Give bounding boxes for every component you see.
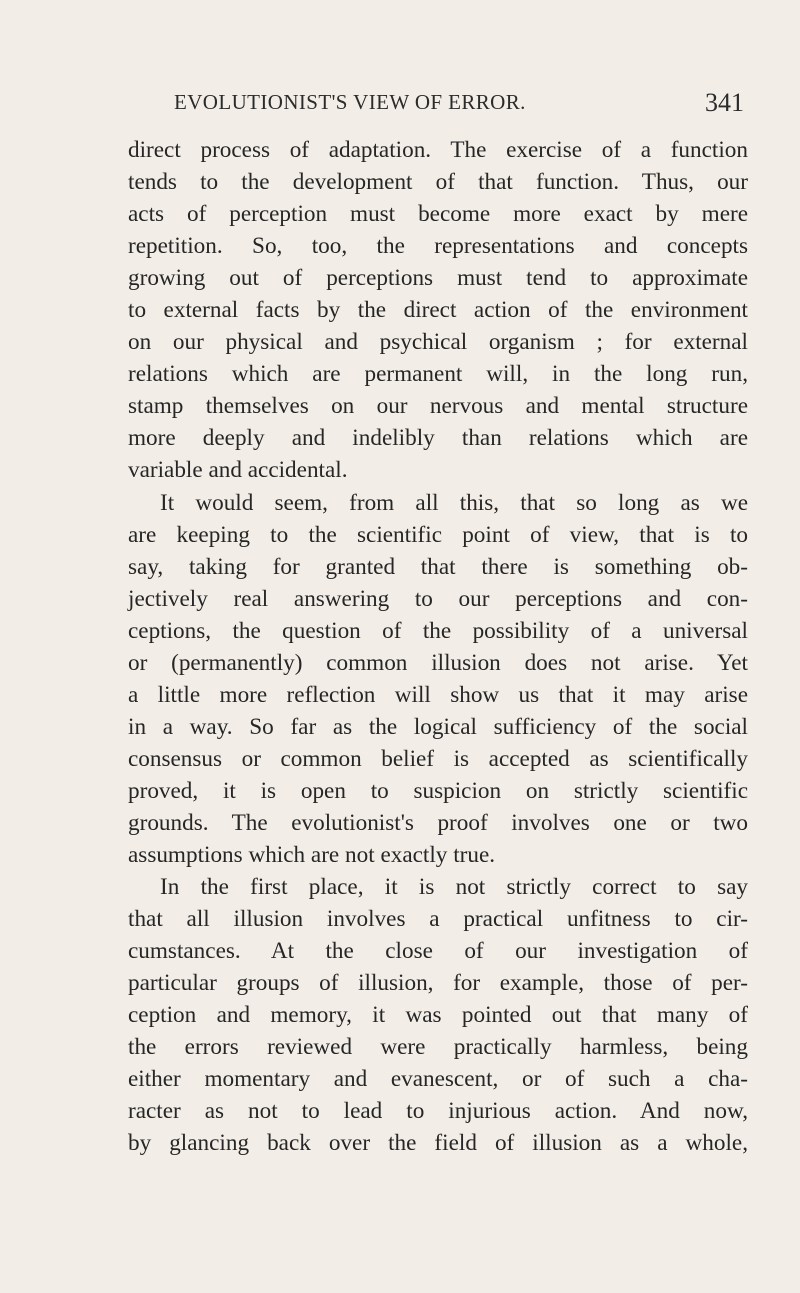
text-line: variable and accidental. bbox=[128, 457, 348, 484]
text-line: consensus or common belief is accepted as scientifically bbox=[128, 745, 748, 772]
text-line: proved, it is open to suspicion on strictly scientific bbox=[128, 777, 748, 804]
text-line: jectively real answering to our perceptions and con- bbox=[128, 585, 748, 612]
text-line: It would seem, from all this, that so long as we bbox=[160, 489, 748, 516]
text-line: In the first place, it is not strictly correct to say bbox=[160, 874, 748, 901]
text-line: growing out of perceptions must tend to approximate bbox=[128, 265, 748, 292]
text-line: relations which are permanent will, in the long run, bbox=[128, 361, 748, 388]
text-line: or (permanently) common illusion does not arise. Yet bbox=[128, 649, 748, 676]
text-line: in a way. So far as the logical sufficiency of the social bbox=[128, 713, 748, 740]
text-line: assumptions which are not exactly true. bbox=[128, 842, 496, 869]
text-line: more deeply and indelibly than relations which are bbox=[128, 425, 748, 452]
text-line: ception and memory, it was pointed out that many of bbox=[128, 1002, 748, 1029]
text-line: a little more reflection will show us that it may arise bbox=[128, 681, 748, 708]
text-line: repetition. So, too, the representations and concepts bbox=[128, 233, 748, 260]
text-line: stamp themselves on our nervous and mental structure bbox=[128, 393, 748, 420]
page-number: 341 bbox=[705, 88, 744, 117]
text-line: grounds. The evolutionist's proof involves one or two bbox=[128, 809, 748, 836]
text-line: that all illusion involves a practical unfitness to cir- bbox=[128, 906, 748, 933]
body-text bbox=[128, 134, 748, 1160]
text-line: say, taking for granted that there is something ob- bbox=[128, 553, 748, 580]
text-line: acts of perception must become more exact by mere bbox=[128, 201, 748, 228]
text-line: particular groups of illusion, for example, those of per- bbox=[128, 970, 748, 997]
text-line: the errors reviewed were practically harmless, being bbox=[128, 1034, 748, 1061]
text-line: either momentary and evanescent, or of such a cha- bbox=[128, 1066, 748, 1093]
text-line: direct process of adaptation. The exercise of a function bbox=[128, 137, 748, 163]
text-line: tends to the development of that function. Thus, our bbox=[128, 169, 748, 196]
text-line: by glancing back over the field of illusion as a whole, bbox=[128, 1130, 748, 1157]
running-head bbox=[174, 90, 744, 120]
text-line: cumstances. At the close of our investigation of bbox=[128, 938, 748, 965]
text-line: are keeping to the scientific point of view, that is to bbox=[128, 521, 748, 548]
text-line: ceptions, the question of the possibility of a universal bbox=[128, 617, 748, 644]
text-line: on our physical and psychical organism ; for external bbox=[128, 329, 748, 356]
text-line: racter as not to lead to injurious action. And now, bbox=[128, 1098, 748, 1125]
text-line: to external facts by the direct action of the environment bbox=[128, 297, 748, 324]
running-head-title: EVOLUTIONIST'S VIEW OF ERROR. bbox=[174, 90, 526, 114]
